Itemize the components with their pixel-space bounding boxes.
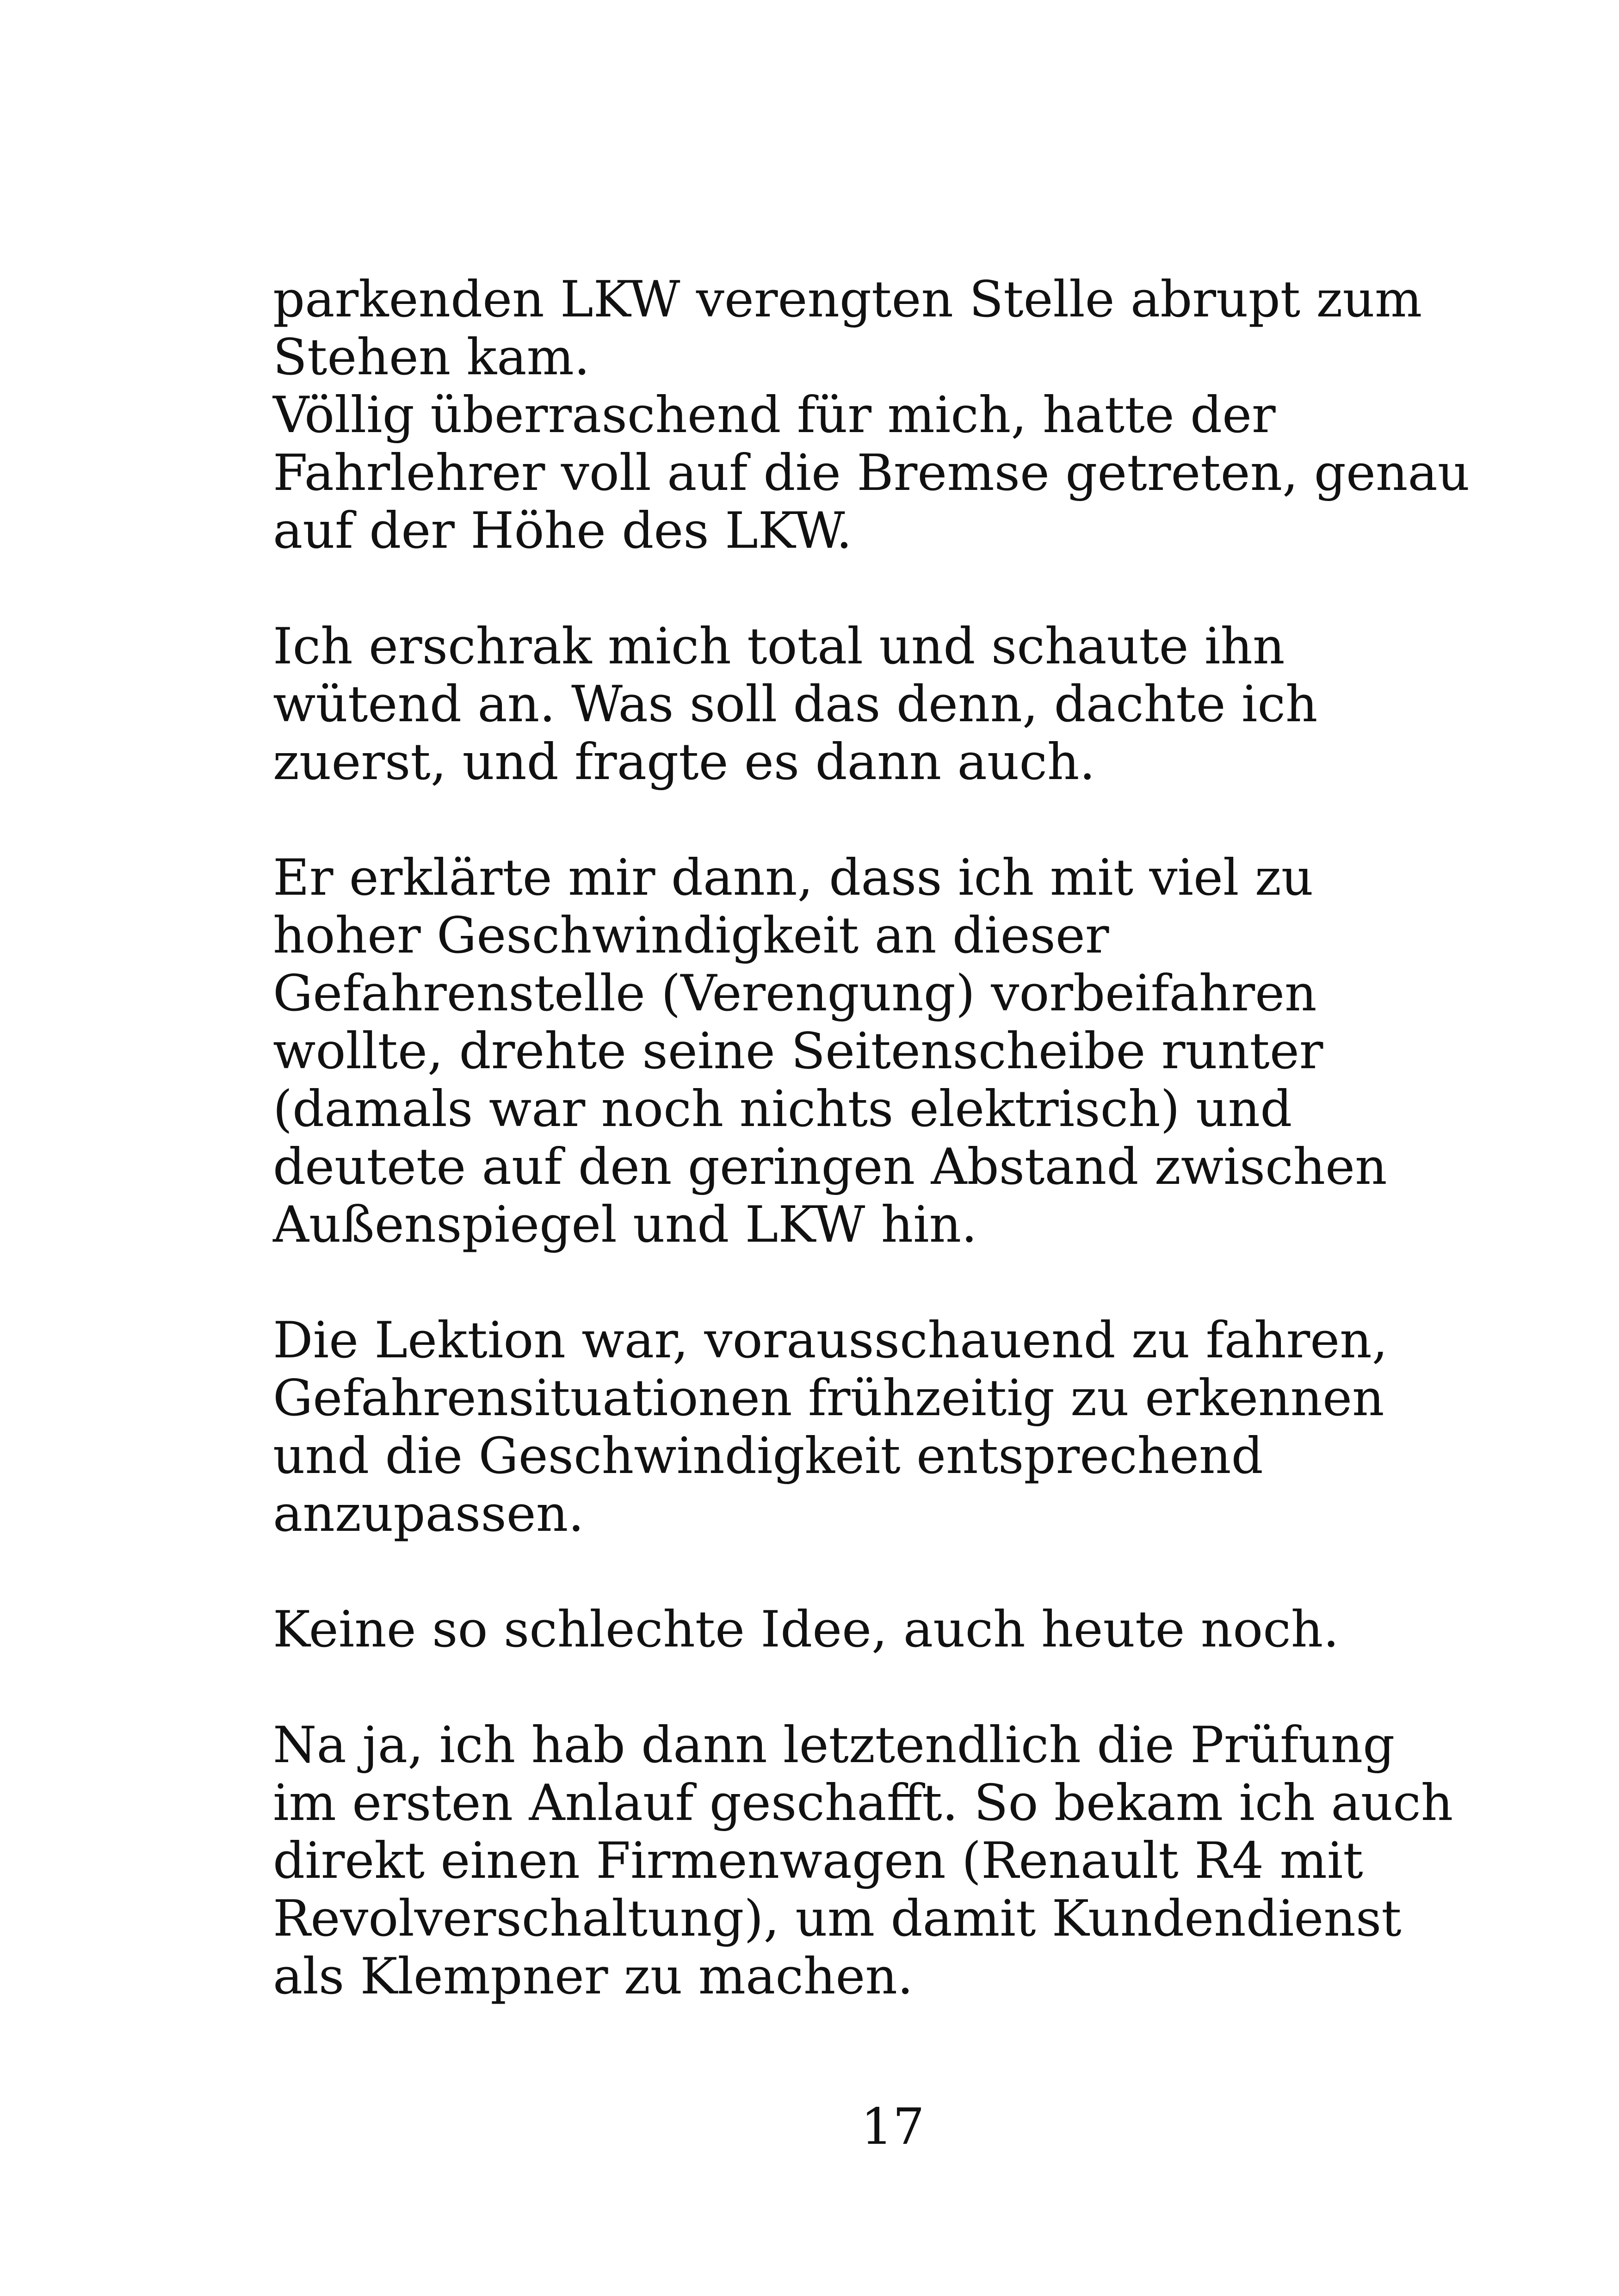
text-line: und die Geschwindigkeit entsprechend xyxy=(273,1427,1263,1485)
paragraph xyxy=(273,271,1470,560)
text-line: Na ja, ich hab dann letztendlich die Prüfung xyxy=(273,1716,1395,1774)
paragraph xyxy=(273,1716,1453,2005)
text-line: Er erklärte mir dann, dass ich mit viel zu xyxy=(273,849,1314,907)
paragraph xyxy=(273,618,1392,791)
text-line: Gefahrensituationen frühzeitig zu erkennen xyxy=(273,1369,1384,1427)
text-line: Die Lektion war, vorausschauend zu fahren, xyxy=(273,1312,1388,1369)
text-line: im ersten Anlauf geschafft. So bekam ich auch xyxy=(273,1774,1453,1832)
text-line: als Klempner zu machen. xyxy=(273,1948,914,2005)
text-line: Keine so schlechte Idee, auch heute noch. xyxy=(273,1601,1339,1659)
text-line: Ich erschrak mich total und schaute ihn xyxy=(273,618,1285,675)
body-text xyxy=(273,271,1470,2005)
text-line: auf der Höhe des LKW. xyxy=(273,502,853,560)
text-line: (damals war noch nichts elektrisch) und xyxy=(273,1080,1292,1138)
text-line: Völlig überraschend für mich, hatte der xyxy=(273,386,1276,444)
text-line: wütend an. Was soll das denn, dachte ich xyxy=(273,675,1318,733)
text-line: wollte, drehte seine Seitenscheibe runter xyxy=(273,1022,1323,1080)
paragraph xyxy=(273,1601,1392,1659)
text-line: Revolverschaltung), um damit Kundendienst xyxy=(273,1890,1402,1948)
text-line: Außenspiegel und LKW hin. xyxy=(273,1196,977,1254)
text-line: Stehen kam. xyxy=(273,328,590,386)
text-line: parkenden LKW verengten Stelle abrupt zum xyxy=(273,271,1422,328)
text-line: zuerst, und fragte es dann auch. xyxy=(273,733,1095,791)
paragraph xyxy=(273,1312,1392,1543)
text-line: Fahrlehrer voll auf die Bremse getreten, genau xyxy=(273,444,1470,502)
text-line: direkt einen Firmenwagen (Renault R4 mit xyxy=(273,1832,1363,1890)
text-line: hoher Geschwindigkeit an dieser xyxy=(273,907,1109,965)
paragraph xyxy=(273,849,1392,1254)
text-line: anzupassen. xyxy=(273,1485,584,1543)
text-line: Gefahrenstelle (Verengung) vorbeifahren xyxy=(273,965,1317,1022)
text-line: deutete auf den geringen Abstand zwischen xyxy=(273,1138,1387,1196)
page-number: 17 xyxy=(861,2098,925,2156)
